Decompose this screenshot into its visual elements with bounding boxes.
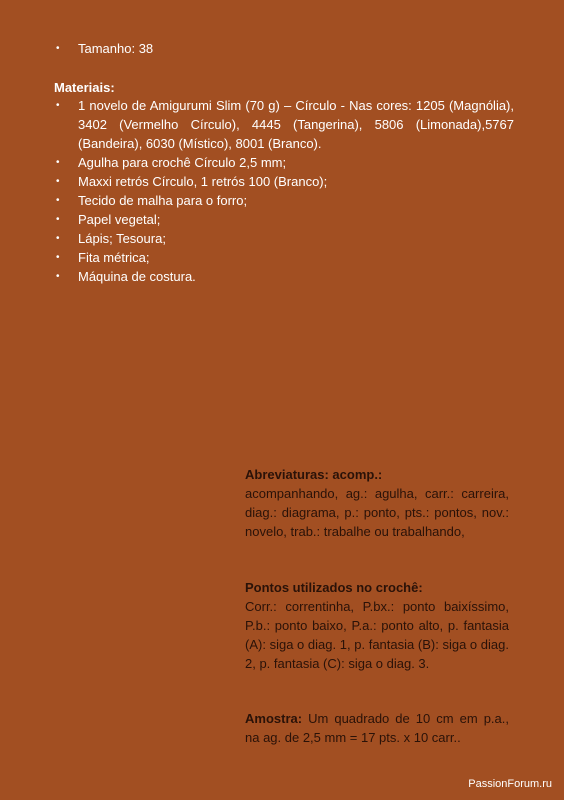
materials-heading: Materiais: <box>54 80 115 95</box>
bullet-icon: • <box>56 176 60 187</box>
material-text: Tecido de malha para o forro; <box>78 193 248 208</box>
list-item <box>54 210 514 229</box>
stitches-heading: Pontos utilizados no crochê: <box>245 580 423 595</box>
list-item <box>54 191 514 210</box>
materials-list <box>54 96 514 286</box>
list-item <box>54 96 514 153</box>
bullet-icon: • <box>56 271 60 282</box>
material-text: Lápis; Tesoura; <box>78 231 166 246</box>
abbreviations-text: acompanhando, ag.: agulha, carr.: carreira, diag.: diagrama, p.: ponto, pts.: pontos, nov.: novelo, trab.: trabalhe ou trabalhando, <box>245 486 509 539</box>
bullet-icon: • <box>56 252 60 263</box>
list-item <box>54 153 514 172</box>
size-list <box>54 39 514 58</box>
bullet-icon: • <box>56 43 60 54</box>
bullet-icon: • <box>56 233 60 244</box>
size-text: Tamanho: 38 <box>78 41 154 56</box>
sample-label: Amostra: <box>245 711 303 726</box>
abbreviations-section <box>245 465 509 541</box>
list-item <box>54 172 514 191</box>
bullet-icon: • <box>56 100 60 111</box>
material-text: Maxxi retrós Círculo, 1 retrós 100 (Branco); <box>78 174 328 189</box>
abbreviations-heading: Abreviaturas: acomp.: <box>245 467 383 482</box>
bullet-icon: • <box>56 157 60 168</box>
sample-section <box>245 709 509 747</box>
material-text: Fita métrica; <box>78 250 150 265</box>
list-item <box>54 248 514 267</box>
sample-text: Um quadrado de 10 cm em p.a., na ag. de 2,5 mm = 17 pts. x 10 carr.. <box>245 711 509 745</box>
watermark: PassionForum.ru <box>468 778 552 790</box>
material-text: Agulha para crochê Círculo 2,5 mm; <box>78 155 287 170</box>
material-text: Papel vegetal; <box>78 212 161 227</box>
material-text: Máquina de costura. <box>78 269 196 284</box>
bullet-icon: • <box>56 195 60 206</box>
material-text: 1 novelo de Amigurumi Slim (70 g) – Círculo - Nas cores: 1205 (Magnólia), 3402 (Vermelho Círculo), 4445 (Tangerina), 5806 (Limonada),5767 (Bandeira), 6030 (Místico), 8001 (Branco). <box>78 98 514 151</box>
list-item <box>54 267 514 286</box>
bullet-icon: • <box>56 214 60 225</box>
list-item <box>54 229 514 248</box>
stitches-section <box>245 578 509 673</box>
stitches-text: Corr.: correntinha, P.bx.: ponto baixíssimo, P.b.: ponto baixo, P.a.: ponto alto, p. fantasia (A): siga o diag. 1, p. fantasia (B): siga o diag. 2, p. fantasia (C): siga o diag. 3. <box>245 599 509 671</box>
list-item <box>54 39 514 58</box>
